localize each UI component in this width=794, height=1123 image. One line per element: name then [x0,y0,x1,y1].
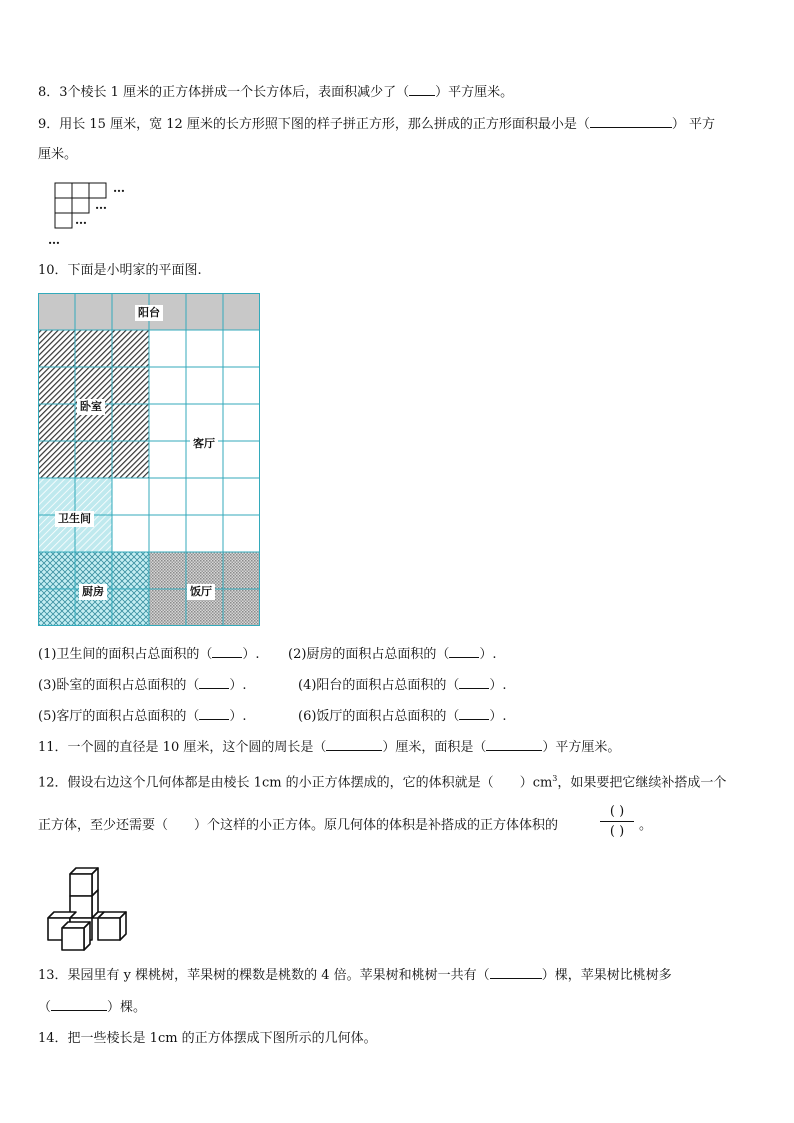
question-10-sub6: (6)饭厅的面积占总面积的（ ）. [298,709,507,724]
answer-blank[interactable] [199,707,229,720]
question-10-sub3: (3)卧室的面积占总面积的（ ）. [38,678,247,693]
question-10-sub1: (1)卫生间的面积占总面积的（ ）. [38,647,260,662]
question-9: 9．用长 15 厘米，宽 12 厘米的长方形照下图的样子拼正方形，那么拼成的正方形面积最小是（ ） 平方 [38,117,716,132]
cube-stack-figure [42,862,132,958]
answer-fraction[interactable] [598,803,636,840]
question-12-line2: 正方体，至少还需要（ ）个这样的小正方体。原几何体的体积是补搭成的正方体体积的 [38,818,559,833]
ellipsis: … [48,233,60,247]
question-11: 11．一个圆的直径是 10 厘米，这个圆的周长是（ ）厘米，面积是（ ）平方厘米。 [38,740,621,755]
fraction-bar [600,821,634,822]
question-14: 14．把一些棱长是 1cm 的正方体摆成下图所示的几何体。 [38,1031,377,1046]
room-label-dining: 饭厅 [187,584,215,600]
answer-blank[interactable] [212,645,242,658]
question-10: 10．下面是小明家的平面图. [38,263,202,278]
answer-blank[interactable] [326,738,382,751]
question-12: 12．假设右边这个几何体都是由棱长 1cm 的小正方体摆成的，它的体积就是（ ）$cm^3$，如果要把它继续补搭成一个 [38,774,727,791]
answer-blank[interactable] [459,676,489,689]
question-10-sub5: (5)客厅的面积占总面积的（ ）. [38,709,247,724]
period: 。 [639,818,653,833]
room-label-balcony: 阳台 [135,305,163,321]
fraction-numerator: ( ) [609,804,625,819]
question-8: 8．3个棱长 1 厘米的正方体拼成一个长方体后，表面积减少了（ ）平方厘米。 [38,85,514,100]
room-label-living: 客厅 [190,436,218,452]
ellipsis: … [95,198,107,212]
fraction-denominator: ( ) [609,824,625,839]
answer-blank[interactable] [486,738,542,751]
answer-blank[interactable] [449,645,479,658]
ellipsis: … [75,213,87,227]
floor-plan-grid [38,293,263,628]
answer-blank[interactable] [409,83,435,96]
question-10-sub2: (2)厨房的面积占总面积的（ ）. [288,647,497,662]
question-13-line2: （ ）棵。 [38,1000,147,1015]
floor-plan [38,293,263,632]
answer-blank[interactable] [459,707,489,720]
ellipsis: … [113,181,125,195]
question-10-sub4: (4)阳台的面积占总面积的（ ）. [298,678,507,693]
answer-blank[interactable] [590,115,672,128]
staircase-figure [50,178,140,250]
question-9-line2: 厘米。 [38,147,78,162]
room-label-kitchen: 厨房 [79,584,107,600]
room-label-bathroom: 卫生间 [55,511,94,527]
answer-blank[interactable] [490,966,542,979]
room-label-bedroom: 卧室 [77,399,105,415]
answer-blank[interactable] [199,676,229,689]
answer-blank[interactable] [51,998,107,1011]
question-13: 13．果园里有 y 棵桃树，苹果树的棵数是桃数的 4 倍。苹果树和桃树一共有（ ）棵，苹果树比桃树多 [38,968,672,983]
